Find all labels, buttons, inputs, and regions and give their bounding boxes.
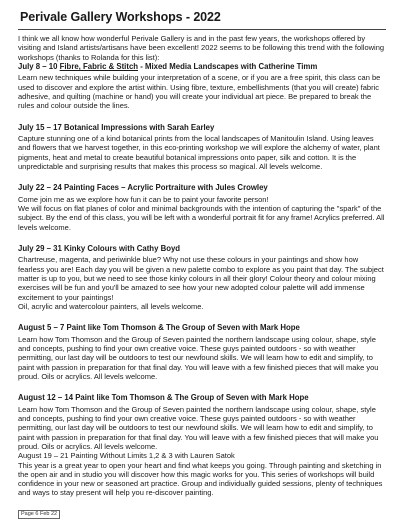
workshop-dates: August 5 – 7 [18, 323, 65, 333]
workshop-title-underlined: Fibre, Fabric & Stitch [59, 61, 139, 71]
intro-paragraph: I think we all know how wonderful Perivale Gallery is and in the past few years, the workshops offered by visiting and Island artists/artisans have been excellent! 2022 seems to be following this trend with the following workshops (thanks to Rolanda for this list): [18, 34, 385, 62]
workshop-dates: July 15 – 17 [18, 122, 62, 132]
workshop-description: Learn how Tom Thomson and the Group of Seven painted the northern landscape using colour, shape, style and concepts, pushing to find your own creative voice. These guys painted outdoors - so with weather permitting, our last day will be outdoors to test our newfound skills. We will learn how to edit and simplify, to paint with passion in preparation for that final day. You will leave with a few finished pieces that will make you proud. Oils or acrylics. All levels welcome. [18, 404, 379, 451]
workshop-description: Learn how Tom Thomson and the Group of Seven painted the northern landscape using colour, shape, style and concepts, pushing to find your own creative voice. These guys painted outdoors - so with weather permitting, our last day will be outdoors to test our newfound skills. We will learn how to edit and simplify, to paint with passion in preparation for that final day. You will leave with a few finished pieces that will make you proud. Oils or acrylics. All levels welcome. [18, 334, 379, 381]
workshop-heading [18, 244, 386, 254]
workshop-heading [18, 323, 386, 333]
page-title: Perivale Gallery Workshops - 2022 [20, 10, 221, 24]
workshop-title: Paint like Tom Thomson & The Group of Seven with Mark Hope [66, 323, 300, 333]
workshop-heading [18, 123, 386, 133]
workshop-description: Chartreuse, magenta, and periwinkle blue? Why not use these colours in your paintings and show how fearless you are! Each day you will be given a new palette combo to explore as you paint that day. The subject matter is up to you, but we need to see those kinky colours in all their glory! Colour theory and colour mixing exercises will be fun and you'll be amazed to see how your new adopted colour palette will add immense excitement to your paintings! [18, 255, 384, 302]
workshop-section [18, 62, 386, 111]
workshop-description: This year is a great year to open your heart and find what keeps you going. Through painting and sketching in the open air and in studio you will discover how this magic works for you. This series of workshops will build confidence in your new or seasoned art practice. Group and individually guided sessions, plenty of techniques and ways to stay present will help you re-discover painting. [18, 460, 383, 498]
page-footer: Page 6 Feb 22 [18, 510, 60, 519]
workshop-description: August 19 – 21 Painting Without Limits 1,2 & 3 with Lauren Satok [18, 451, 235, 461]
workshop-title: Painting Faces – Acrylic Portraiture with Jules Crowley [63, 183, 268, 193]
title-divider [18, 29, 386, 30]
workshop-dates: July 22 – 24 [18, 183, 62, 193]
workshop-description: Come join me as we explore how fun it can be to paint your favorite person! [18, 194, 269, 204]
workshop-heading [18, 62, 386, 72]
workshop-description: Capture stunning one of a kind botanical prints from the local landscapes of Manitoulin Island. Using leaves and flowers that we harvest together, in this eco-printing workshop we will explore the alchemy of water, plant pigments, heat and metal to create beautiful botanical impressions onto paper, silk and cotton. It is the unpredictable and surprising results that makes this process so magical. All levels welcome. [18, 134, 380, 171]
workshop-title: Paint like Tom Thomson & The Group of Seven with Mark Hope [75, 393, 309, 403]
workshop-title: Kinky Colours with Cathy Boyd [63, 243, 181, 253]
workshop-description: Learn new techniques while building your interpretation of a scene, or if you are a free spirit, this class can be used to discover and explore the artist within. Using fibre, texture, embellishments (that you will create) fabric adhesive, and quilting (machine or hand) you will create your individual art piece. Be prepared to break the rules and colour outside the lines. [18, 73, 381, 111]
workshop-heading [18, 183, 386, 193]
workshop-section [18, 393, 386, 497]
workshop-dates: August 12 – 14 [18, 393, 74, 403]
workshop-section [18, 244, 386, 311]
workshop-title: Botanical Impressions with Sarah Earley [63, 122, 215, 132]
workshop-description: Oil, acrylic and watercolour painters, all levels welcome. [18, 301, 204, 311]
workshop-dates: July 8 – 10 [18, 61, 58, 71]
workshop-heading [18, 393, 386, 403]
workshop-section [18, 323, 386, 381]
workshop-section [18, 183, 386, 232]
workshop-section [18, 123, 386, 172]
workshop-list [18, 62, 386, 498]
workshop-dates: July 29 – 31 [18, 243, 62, 253]
workshop-description: We will focus on flat planes of color and minimal backgrounds with the intention of capturing the "spark" of the subject. By the end of this class, you will be left with a wonderful portrait fit for any frame! Acrylics preferred. All levels welcome. [18, 204, 385, 232]
workshop-title: - Mixed Media Landscapes with Catherine Timm [138, 61, 318, 71]
